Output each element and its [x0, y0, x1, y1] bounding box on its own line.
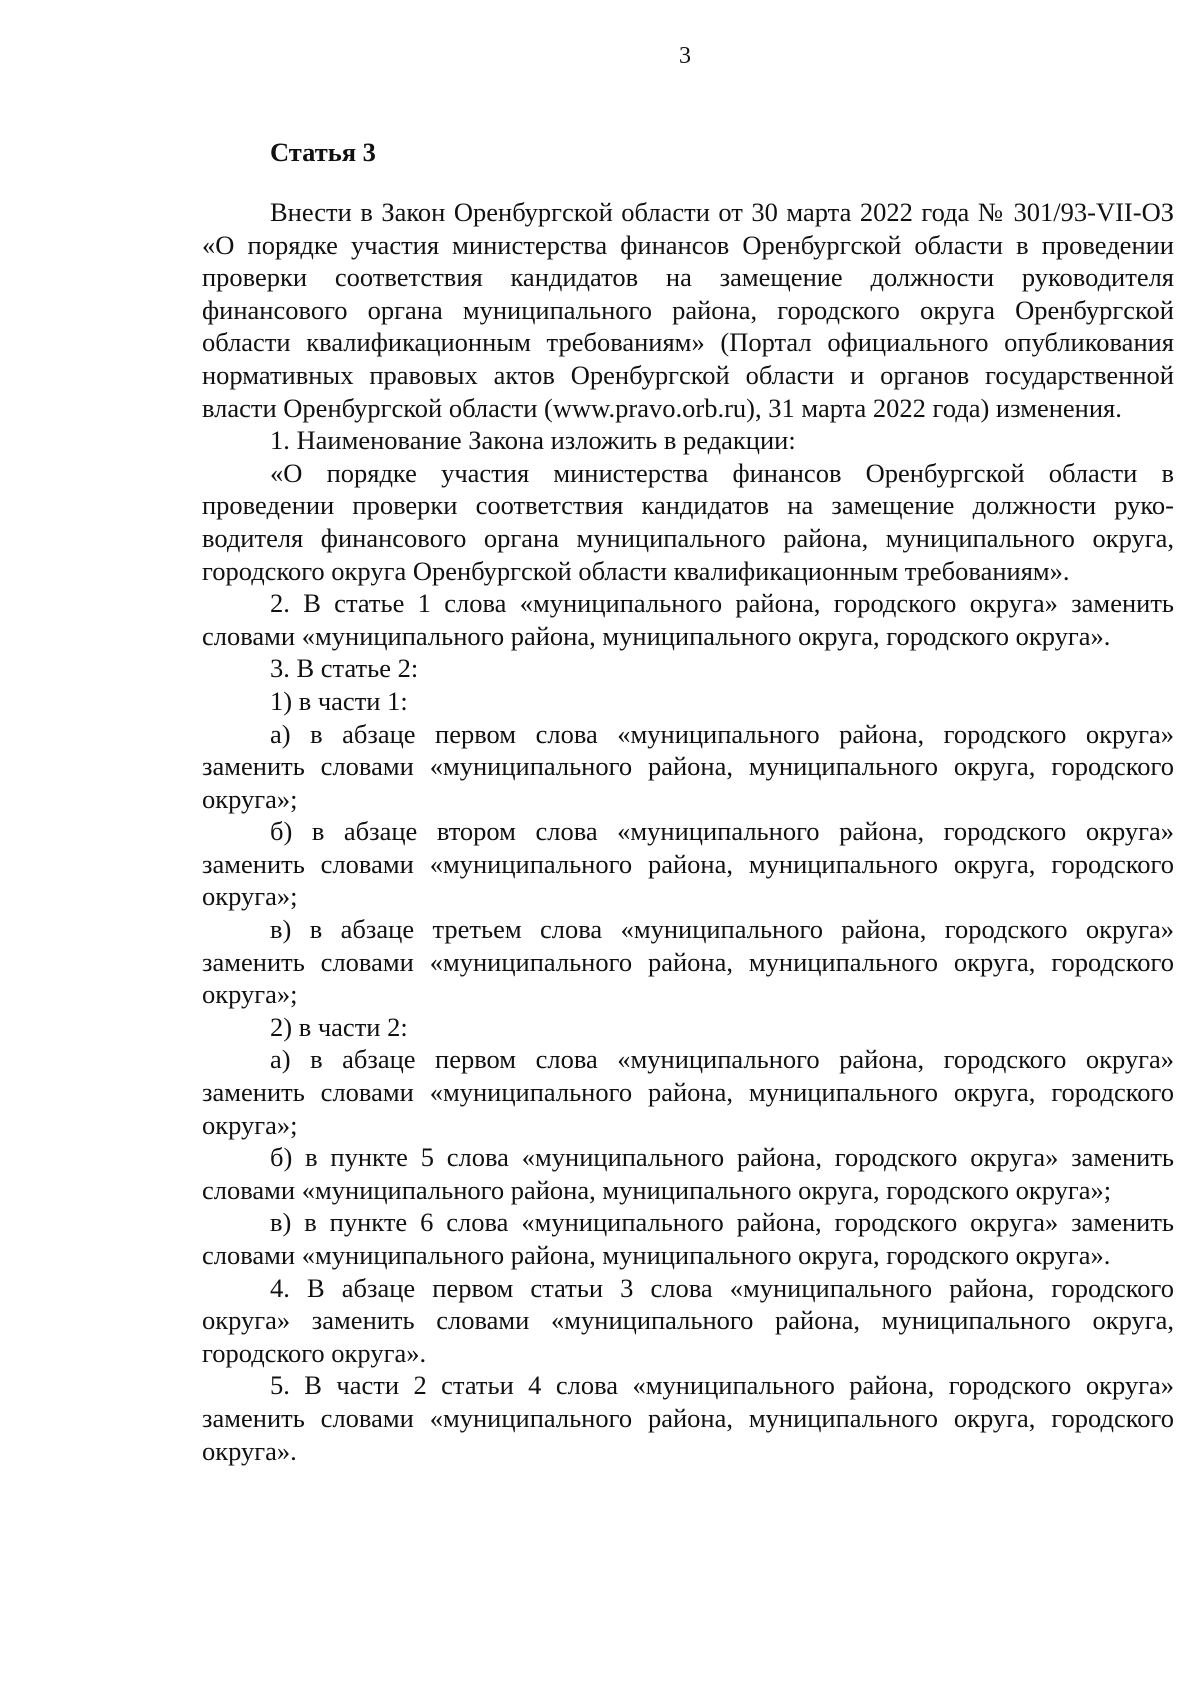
subitem-2-paragraph: 2) в части 2: — [270, 1011, 408, 1042]
subitem-2a-paragraph: а) в абзаце первом слова «муниципального района, городского округа» заменить словами «муниципального района, муниципального округа, городского округа»; — [202, 1044, 1174, 1140]
new-title-paragraph: «О порядке участия министерства финансов Оренбургской области в проведении проверки соответствия кандидатов на замещение должности руководителя финансового органа муниципального района, муниципального округа, городского округа Оренбургской области квалификационным требованиям». — [202, 457, 1174, 586]
subitem-2c-paragraph: в) в пункте 6 слова «муниципального района, городского округа» заменить словами «муниципального района, муниципального округа, городского округа». — [202, 1207, 1174, 1270]
page-number: 3 — [679, 43, 691, 69]
article-title: Статья 3 — [270, 137, 376, 167]
item-4-paragraph: 4. В абзаце первом статьи 3 слова «муниципального района, городского округа» заменить словами «муниципального района, муниципального округа, городского округа». — [202, 1272, 1174, 1368]
item-1-paragraph: 1. Наименование Закона изложить в редакции: — [270, 425, 796, 456]
subitem-2b-paragraph: б) в пункте 5 слова «муниципального района, городского округа» заменить словами «муниципального района, муниципального округа, городского округа»; — [202, 1142, 1174, 1205]
item-3-paragraph: 3. В статье 2: — [270, 653, 419, 684]
intro-paragraph: Внести в Закон Оренбургской области от 30 марта 2022 года № 301/93-VII-ОЗ «О порядке участия министерства финансов Оренбургской области в проведении проверки соответствия кандидатов на замещение должности руководителя финансового органа муниципального района, городского округа Оренбургской области квалификационным требованиям» (Портал официального опубликования нормативных правовых актов Оренбургской области и органов государственной власти Оренбургской области (www.pravo.orb.ru), 31 марта 2022 года) изменения. — [202, 197, 1174, 423]
item-2-paragraph: 2. В статье 1 слова «муниципального района, городского округа» заменить словами «муниципального района, муниципального округа, городского округа». — [202, 588, 1174, 651]
item-5-paragraph: 5. В части 2 статьи 4 слова «муниципального района, городского округа» заменить словами «муниципального района, муниципального округа, городского округа». — [202, 1370, 1174, 1466]
subitem-1a-paragraph: а) в абзаце первом слова «муниципального района, городского округа» заменить словами «муниципального района, муниципального округа, городского округа»; — [202, 718, 1174, 814]
subitem-1c-paragraph: в) в абзаце третьем слова «муниципального района, городского округа» заменить словами «муниципального района, муниципального округа, городского округа»; — [202, 914, 1174, 1010]
document-body — [202, 136, 1174, 1467]
subitem-1-paragraph: 1) в части 1: — [270, 685, 408, 716]
subitem-1b-paragraph: б) в абзаце втором слова «муниципального района, городского округа» заменить словами «муниципального района, муниципального округа, городского округа»; — [202, 816, 1174, 912]
